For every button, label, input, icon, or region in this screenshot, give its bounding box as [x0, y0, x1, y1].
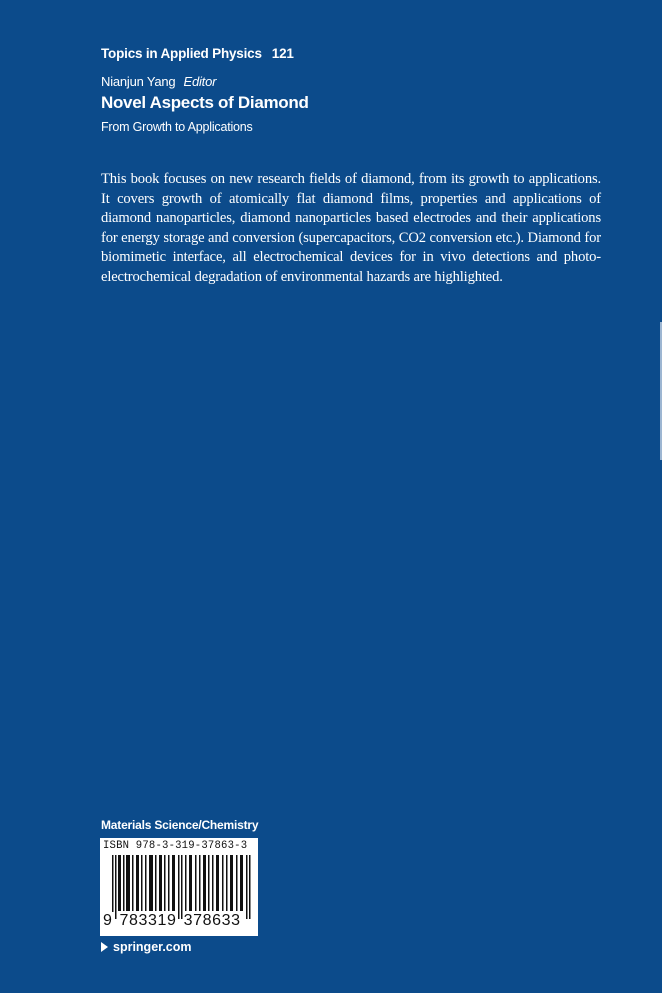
series-name: Topics in Applied Physics — [101, 46, 262, 61]
isbn-barcode — [100, 838, 258, 936]
isbn-label: ISBN 978-3-319-37863-3 — [103, 840, 248, 852]
barcode-icon — [112, 855, 254, 919]
ean-group-2: 378633 — [183, 912, 241, 929]
editor-role: Editor — [183, 74, 217, 89]
book-title: Novel Aspects of Diamond — [101, 93, 309, 112]
series-number: 121 — [271, 46, 294, 61]
ean-group-1: 783319 — [119, 912, 177, 929]
ean-digits — [102, 912, 242, 930]
triangle-right-icon — [101, 942, 108, 952]
publisher-link-text[interactable]: springer.com — [113, 940, 192, 954]
editor-name: Nianjun Yang — [101, 74, 176, 89]
book-subtitle: From Growth to Applications — [101, 120, 253, 134]
series-line — [101, 46, 294, 61]
book-description: This book focuses on new research fields of diamond, from its growth to applications. It covers growth of atomically flat diamond films, properties and applications of diamond nanoparticles, diamond nanoparticles based electrodes and their applications for energy storage and conversion (supercapacitors, CO2 conversion etc.). Diamond for biomimetic interface, all electrochemical devices for in vivo detections and photo-electrochemical degradation of environmental hazards are highlighted. — [101, 171, 601, 285]
ean-first-digit: 9 — [103, 912, 113, 929]
publisher-link[interactable] — [101, 940, 192, 954]
subject-category: Materials Science/Chemistry — [101, 818, 259, 832]
editor-line — [101, 74, 216, 89]
